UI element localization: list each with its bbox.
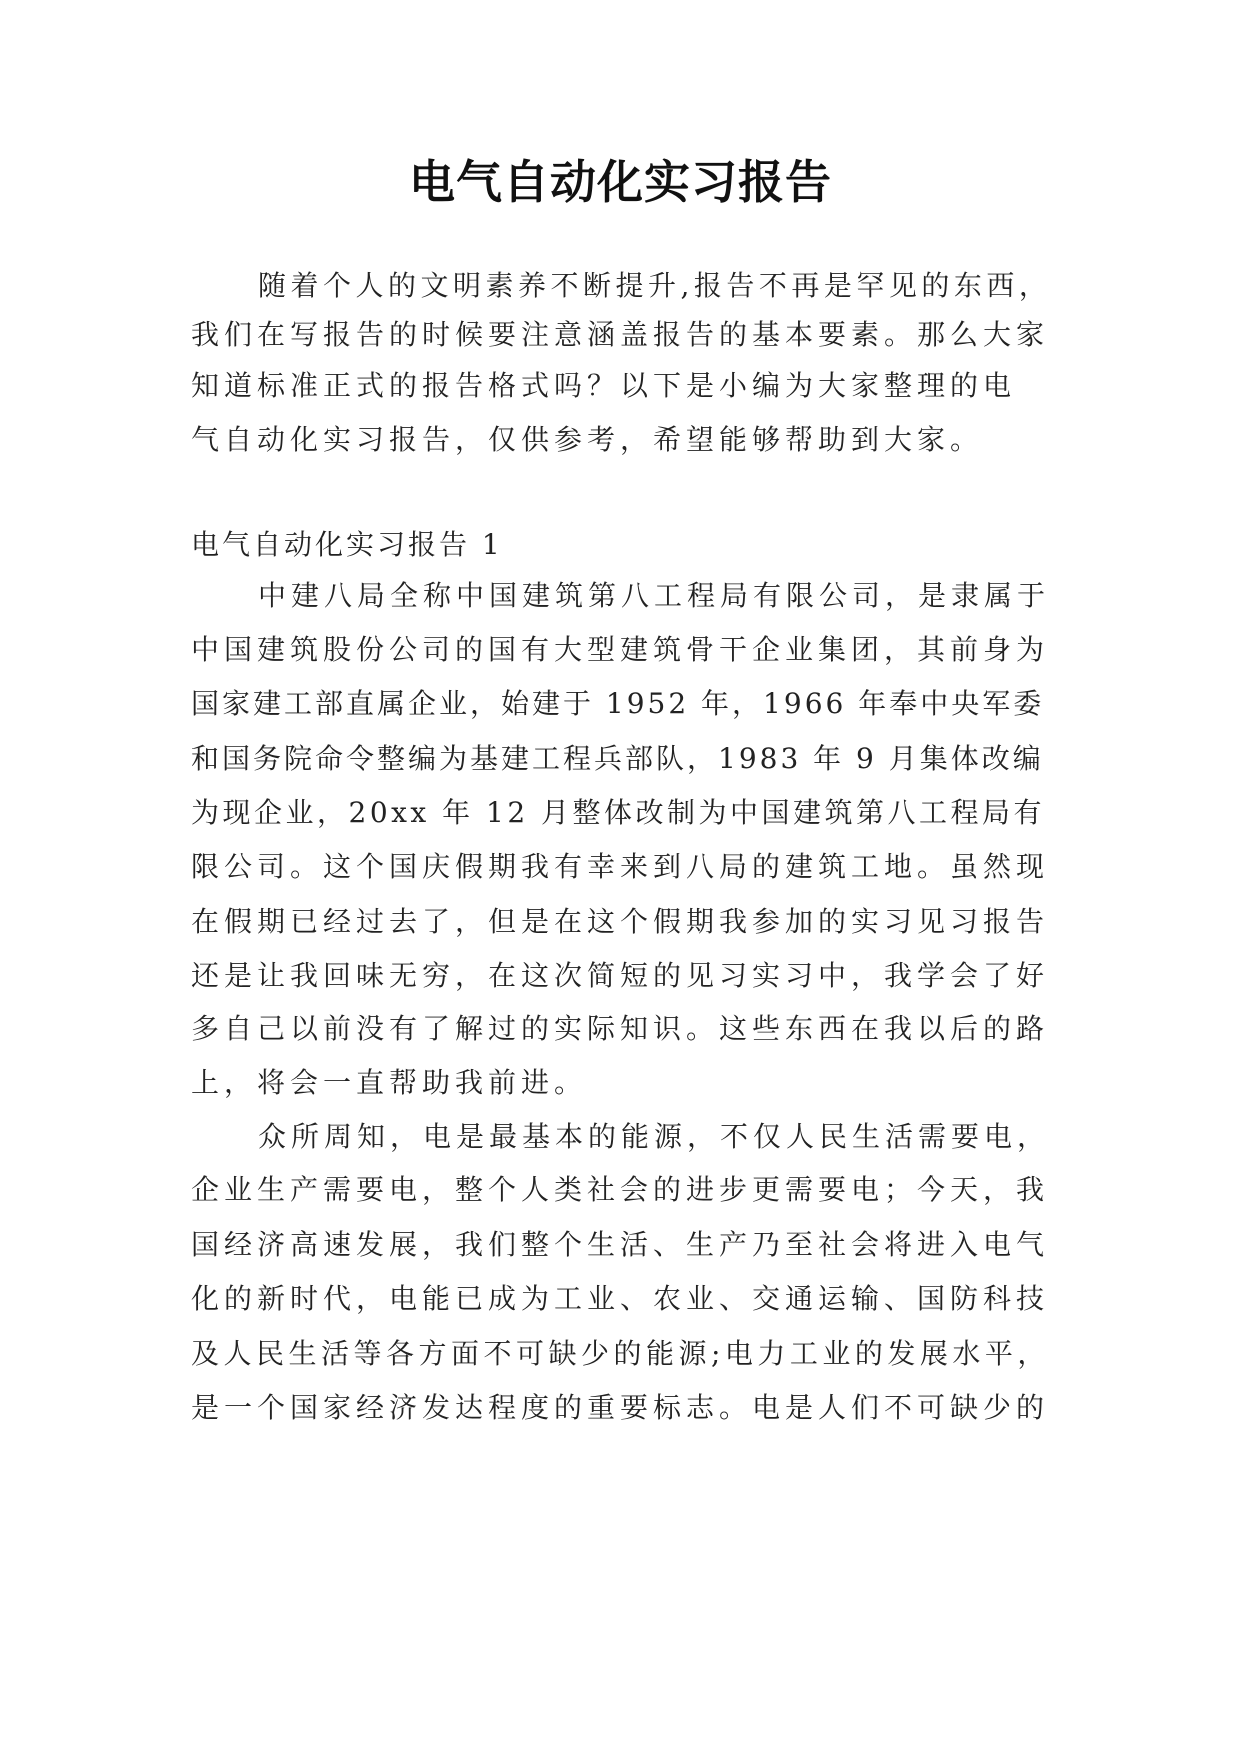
para1-line-1: 中建八局全称中国建筑第八工程局有限公司，是隶属于 [258, 579, 1051, 612]
section-heading: 电气自动化实习报告 1 [191, 528, 503, 561]
para2-line-1: 众所周知，电是最基本的能源，不仅人民生活需要电， [258, 1120, 1051, 1153]
para1-line-8: 还是让我回味无穷，在这次简短的见习实习中，我学会了好 [191, 959, 1050, 992]
intro-line-1: 随着个人的文明素养不断提升,报告不再是罕见的东西， [258, 269, 1052, 302]
para2-line-2: 企业生产需要电，整个人类社会的进步更需要电；今天，我 [191, 1173, 1050, 1206]
para1-line-3: 国家建工部直属企业，始建于 1952 年，1966 年奉中央军委 [191, 687, 1045, 720]
para2-line-6: 是一个国家经济发达程度的重要标志。电是人们不可缺少的 [191, 1391, 1050, 1424]
intro-line-3: 知道标准正式的报告格式吗？以下是小编为大家整理的电 [191, 369, 1017, 402]
intro-line-4: 气自动化实习报告，仅供参考，希望能够帮助到大家。 [191, 423, 984, 456]
para1-line-10: 上，将会一直帮助我前进。 [191, 1066, 588, 1099]
para1-line-2: 中国建筑股份公司的国有大型建筑骨干企业集团，其前身为 [191, 633, 1050, 666]
para1-line-5: 为现企业，20xx 年 12 月整体改制为中国建筑第八工程局有 [191, 796, 1046, 829]
intro-line-2: 我们在写报告的时候要注意涵盖报告的基本要素。那么大家 [191, 318, 1050, 351]
para2-line-3: 国经济高速发展，我们整个生活、生产乃至社会将进入电气 [191, 1228, 1050, 1261]
para1-line-4: 和国务院命令整编为基建工程兵部队，1983 年 9 月集体改编 [191, 742, 1044, 775]
para1-line-7: 在假期已经过去了，但是在这个假期我参加的实习见习报告 [191, 905, 1050, 938]
para2-line-4: 化的新时代，电能已成为工业、农业、交通运输、国防科技 [191, 1282, 1050, 1315]
para1-line-9: 多自己以前没有了解过的实际知识。这些东西在我以后的路 [191, 1012, 1050, 1045]
para1-line-6: 限公司。这个国庆假期我有幸来到八局的建筑工地。虽然现 [191, 850, 1050, 883]
para2-line-5: 及人民生活等各方面不可缺少的能源;电力工业的发展水平， [191, 1337, 1050, 1370]
document-title: 电气自动化实习报告 [409, 155, 832, 209]
